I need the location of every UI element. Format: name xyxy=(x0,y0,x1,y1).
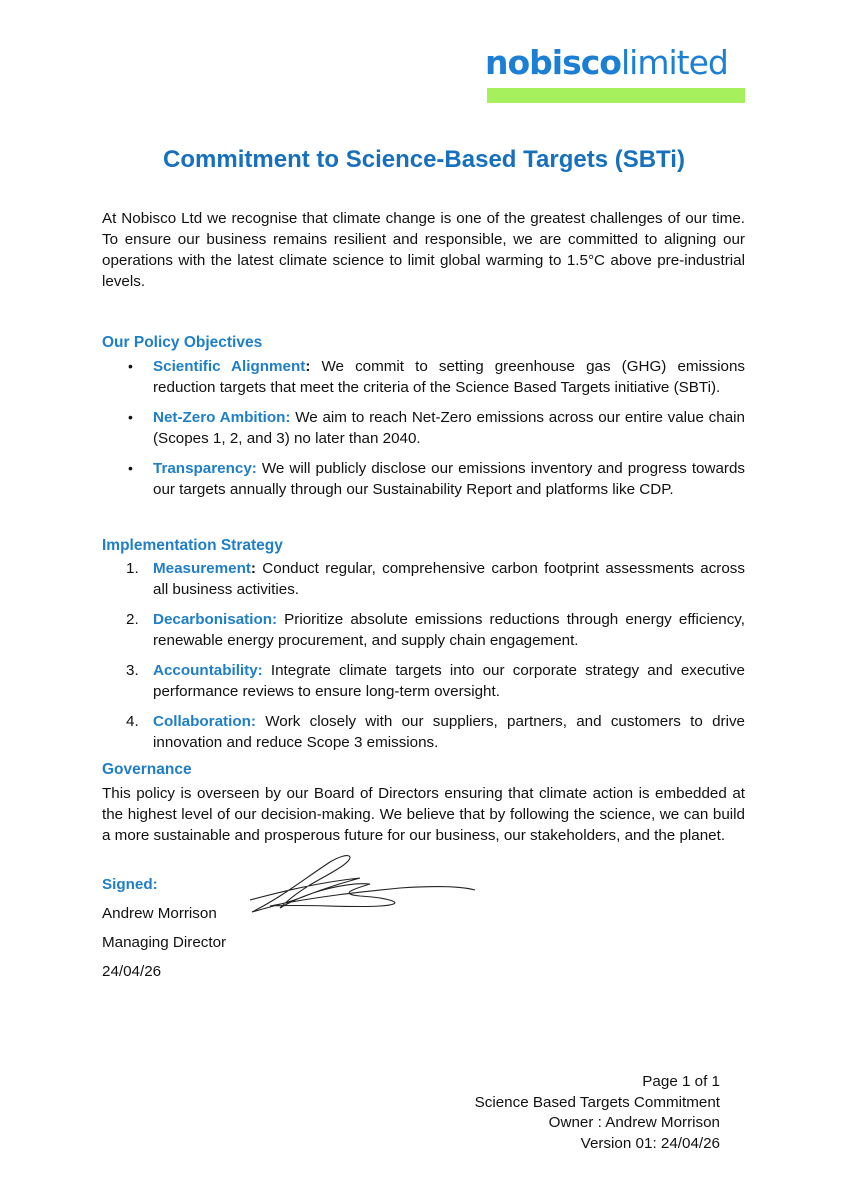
signature-stroke xyxy=(250,856,475,912)
strategy-list xyxy=(102,558,745,762)
objectives-heading: Our Policy Objectives xyxy=(102,334,263,351)
strategy-text: Prioritize absolute emissions reductions through energy efficiency, renewable energy procurement, and supply chain engagement. xyxy=(153,611,745,649)
footer-document-name: Science Based Targets Commitment xyxy=(474,1093,720,1111)
governance-paragraph: This policy is overseen by our Board of Directors ensuring that climate action is embedded at the highest level of our decision-making. We believe that by following the science, we can build a more sustainable and prosperous future for our business, our stakeholders, and the planet. xyxy=(102,785,745,844)
intro-paragraph: At Nobisco Ltd we recognise that climate change is one of the greatest challenges of our time. To ensure our business remains resilient and responsible, we are committed to aligning our operations with the latest climate science to limit global warming to 1.5°C above pre-industrial levels. xyxy=(102,210,745,290)
document-footer xyxy=(475,1072,720,1154)
strategy-key: Collaboration: xyxy=(153,713,256,730)
separator: : xyxy=(305,358,311,375)
logo-underline-bar xyxy=(487,88,745,103)
objective-key: Scientific Alignment xyxy=(153,358,306,375)
strategy-item xyxy=(102,711,745,753)
footer-owner: Owner : Andrew Morrison xyxy=(548,1114,720,1131)
strategy-text: Work closely with our suppliers, partners, and customers to drive innovation and reduce Scope 3 emissions. xyxy=(153,713,745,751)
objective-text: We aim to reach Net-Zero emissions across our entire value chain (Scopes 1, 2, and 3) no later than 2040. xyxy=(153,409,745,447)
item-number: 3. xyxy=(126,662,139,679)
strategy-key: Accountability: xyxy=(153,662,263,679)
objective-key: Transparency: xyxy=(153,460,257,477)
objective-key: Net-Zero Ambition: xyxy=(153,409,291,426)
item-number: 2. xyxy=(126,611,139,628)
signatory-role: Managing Director xyxy=(102,934,227,951)
objectives-list xyxy=(102,356,745,509)
strategy-text: Integrate climate targets into our corporate strategy and executive performance reviews to ensure long-term oversight. xyxy=(153,662,745,700)
separator: : xyxy=(250,560,256,577)
item-number: 1. xyxy=(126,560,139,577)
objective-text: We will publicly disclose our emissions inventory and progress towards our targets annually through our Sustainability Report and platforms like CDP. xyxy=(153,460,745,498)
signed-label: Signed: xyxy=(102,876,158,893)
governance-heading: Governance xyxy=(102,761,192,778)
logo-wordmark xyxy=(485,44,747,82)
objective-text: We commit to setting greenhouse gas (GHG) emissions reduction targets that meet the criteria of the Science Based Targets initiative (SBTi). xyxy=(153,358,745,396)
strategy-heading: Implementation Strategy xyxy=(102,537,283,554)
company-logo xyxy=(485,44,747,82)
bullet-icon: • xyxy=(128,460,133,476)
footer-version: Version 01: 24/04/26 xyxy=(580,1134,720,1152)
logo-light-text: limited xyxy=(620,43,728,82)
item-number: 4. xyxy=(126,713,139,730)
strategy-item xyxy=(102,660,745,702)
objective-item xyxy=(102,458,745,500)
signature-image xyxy=(240,852,480,922)
bullet-icon: • xyxy=(128,409,133,425)
strategy-item xyxy=(102,558,745,600)
strategy-key: Decarbonisation: xyxy=(153,611,278,628)
strategy-key: Measurement xyxy=(153,560,251,577)
signed-date: 24/04/26 xyxy=(102,963,162,980)
page-number: Page 1 of 1 xyxy=(642,1073,720,1090)
objective-item xyxy=(102,356,745,398)
objective-item xyxy=(102,407,745,449)
logo-bold-text: nobisco xyxy=(485,43,621,82)
signatory-name: Andrew Morrison xyxy=(102,905,217,922)
document-title: Commitment to Science-Based Targets (SBTi) xyxy=(163,146,685,173)
bullet-icon: • xyxy=(128,358,133,374)
strategy-item xyxy=(102,609,745,651)
strategy-text: Conduct regular, comprehensive carbon footprint assessments across all business activities. xyxy=(153,560,745,598)
